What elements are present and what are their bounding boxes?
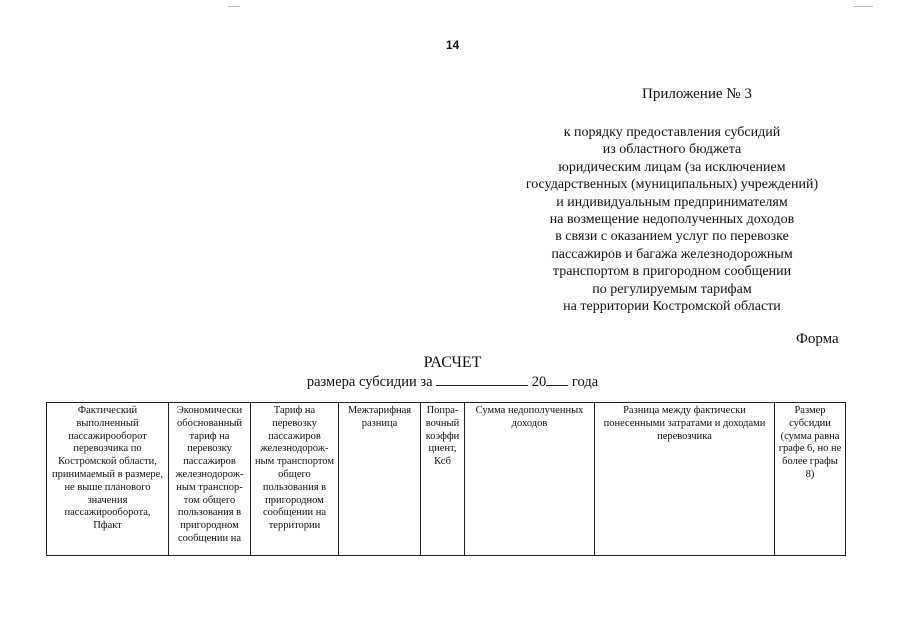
appendix-description xyxy=(508,124,836,315)
column-header: Размер субсидии (сумма равна графе 6, но не более графы 8) xyxy=(775,403,846,556)
appendix-line: и индивидуальным предпринимателям xyxy=(556,194,788,210)
appendix-line: по регулируемым тарифам xyxy=(592,281,752,297)
page-number: 14 xyxy=(445,38,460,52)
column-header: Тариф на перевозку пассажиров железнодорож-ным транспортом общего пользования в пригородном сообщении на территории xyxy=(251,403,339,556)
calculation-title: РАСЧЕТ xyxy=(423,354,482,371)
appendix-line: транспортом в пригородном сообщении xyxy=(552,264,792,280)
appendix-line: на возмещение недополученных доходов xyxy=(549,212,795,228)
period-blank xyxy=(436,373,528,386)
subsidy-calculation-table xyxy=(46,402,846,556)
appendix-title: Приложение № 3 xyxy=(642,86,752,102)
appendix-line: из областного бюджета xyxy=(602,142,742,158)
appendix-line: юридическим лицам (за исключением xyxy=(558,159,786,175)
form-label: Форма xyxy=(796,331,839,347)
subtitle-suffix: года xyxy=(571,374,599,390)
calculation-subtitle xyxy=(0,373,905,391)
appendix-line: на территории Костромской области xyxy=(563,299,781,315)
subtitle-prefix: размера субсидии за xyxy=(306,374,433,390)
subtitle-year: 20 xyxy=(531,374,547,390)
appendix-line: к порядку предоставления субсидий xyxy=(563,125,781,140)
table-header-row xyxy=(47,403,846,556)
column-header: Попра-вочный коэффи циент, Ксб xyxy=(421,403,465,556)
column-header: Межтарифная разница xyxy=(339,403,421,556)
column-header: Фактический выполненный пассажирооборот перевозчика по Костромской области, принимаемый в размере, не выше планового значения пассажирооборота, Пфакт xyxy=(47,403,169,556)
column-header: Экономически обоснованный тариф на перевозку пассажиров железнодорож-ным транспор-том общего пользования в пригородном сообщении на xyxy=(169,403,251,556)
appendix-line: в связи с оказанием услуг по перевозке xyxy=(555,229,789,245)
appendix-line: пассажиров и багажа железнодорожным xyxy=(551,246,793,262)
appendix-line: государственных (муниципальных) учреждений) xyxy=(525,177,819,193)
column-header: Разница между фактически понесенными затратами и доходами перевозчика xyxy=(595,403,775,556)
column-header: Сумма недополученных доходов xyxy=(465,403,595,556)
year-blank xyxy=(546,373,568,386)
